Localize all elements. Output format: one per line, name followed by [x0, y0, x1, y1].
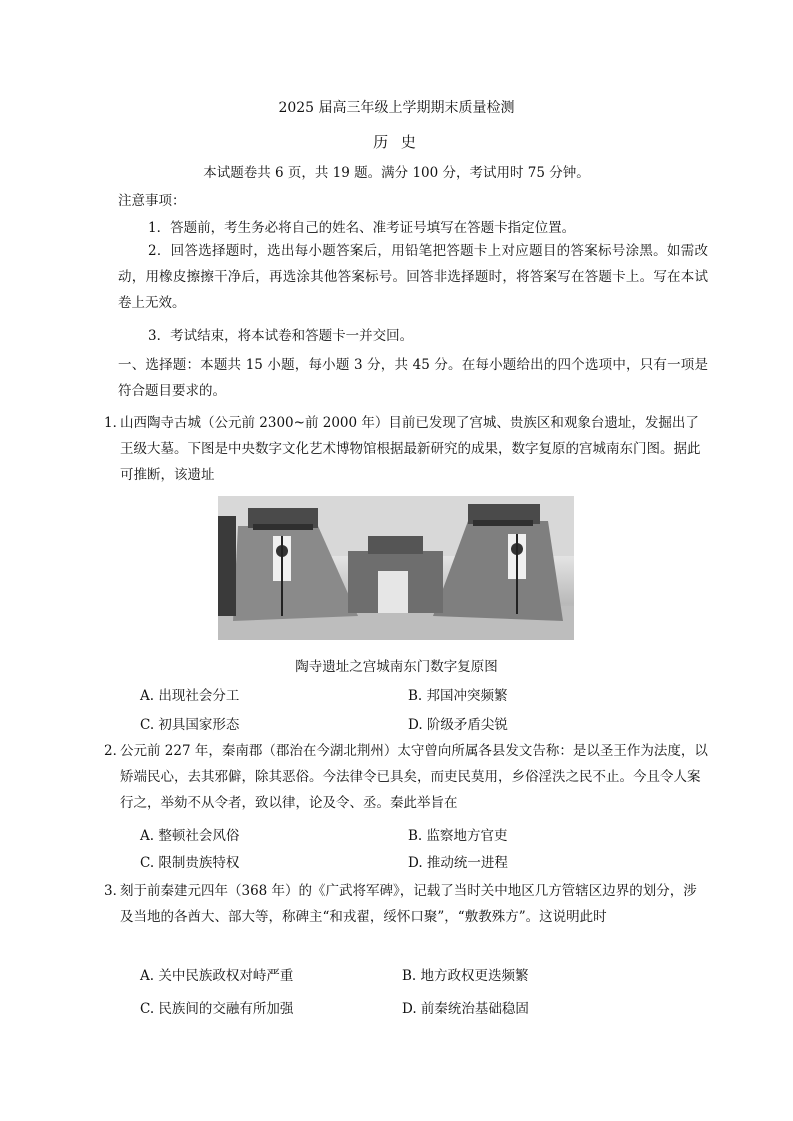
figure-caption: 陶寺遗址之宫城南东门数字复原图	[295, 659, 498, 675]
q1-option-c: C. 初具国家形态	[140, 717, 240, 733]
question-stem: 刻于前秦建元四年（368 年）的《广武将军碑》，记载了当时关中地区几方管辖区边界的划分，涉及当地的各酋大、部大等，称碑主“和戎翟，绥怀口聚”，“敷教殊方”。这说明此时	[120, 883, 697, 925]
q3-option-a: A. 关中民族政权对峙严重	[140, 968, 294, 984]
question-number: 1．	[104, 415, 127, 431]
exam-intro: 本试题卷共 6 页，共 19 题。满分 100 分，考试用时 75 分钟。	[203, 165, 590, 181]
q2-option-d: D. 推动统一进程	[408, 855, 508, 871]
q3-option-c: C. 民族间的交融有所加强	[140, 1001, 294, 1017]
notice-item-2: 2．回答选择题时，选出每小题答案后，用铅笔把答题卡上对应题目的答案标号涂黑。如需改动，用橡皮擦擦干净后，再选涂其他答案标号。回答非选择题时，将答案写在答题卡上。写在本试卷上无效。	[118, 243, 708, 311]
q2-option-a: A. 整顿社会风俗	[140, 828, 240, 844]
notice-item-3: 3．考试结束，将本试卷和答题卡一并交回。	[148, 328, 414, 344]
gate-reconstruction-image	[218, 496, 574, 640]
q1-option-b: B. 邦国冲突频繁	[408, 688, 508, 704]
gate-illustration	[218, 496, 574, 640]
section-heading: 一、选择题：本题共 15 小题，每小题 3 分，共 45 分。在每小题给出的四个选项中，只有一项是符合题目要求的。	[118, 357, 708, 399]
question-2	[104, 738, 708, 816]
question-number: 2．	[104, 743, 127, 759]
subject-title: 历 史	[373, 133, 420, 151]
q1-option-a: A. 出现社会分工	[140, 688, 240, 704]
question-stem: 山西陶寺古城（公元前 2300~前 2000 年）目前已发现了宫城、贵族区和观象台遗址，发掘出了王级大墓。下图是中央数字文化艺术博物馆根据最新研究的成果，数字复原的宫城南东门图。据此可推断，该遗址	[120, 415, 701, 483]
exam-title: 2025 届高三年级上学期期末质量检测	[278, 100, 515, 116]
question-stem: 公元前 227 年，秦南郡（郡治在今湖北荆州）太守曾向所属各县发文告称：是以圣王作为法度，以矫端民心，去其邪僻，除其恶俗。今法律令已具矣，而吏民莫用，乡俗淫泆之民不止。今且令人案行之，举劾不从令者，致以律，论及令、丞。秦此举旨在	[120, 743, 708, 811]
q3-option-b: B. 地方政权更迭频繁	[402, 968, 529, 984]
notice-heading: 注意事项：	[118, 193, 186, 209]
notice-item-1: 1．答题前，考生务必将自己的姓名、准考证号填写在答题卡指定位置。	[148, 220, 576, 236]
q3-option-d: D. 前秦统治基础稳固	[402, 1001, 529, 1017]
q1-option-d: D. 阶级矛盾尖锐	[408, 717, 508, 733]
q2-option-b: B. 监察地方官吏	[408, 828, 508, 844]
question-1	[104, 410, 708, 488]
question-3	[104, 878, 708, 930]
question-number: 3．	[104, 883, 127, 899]
q2-option-c: C. 限制贵族特权	[140, 855, 240, 871]
